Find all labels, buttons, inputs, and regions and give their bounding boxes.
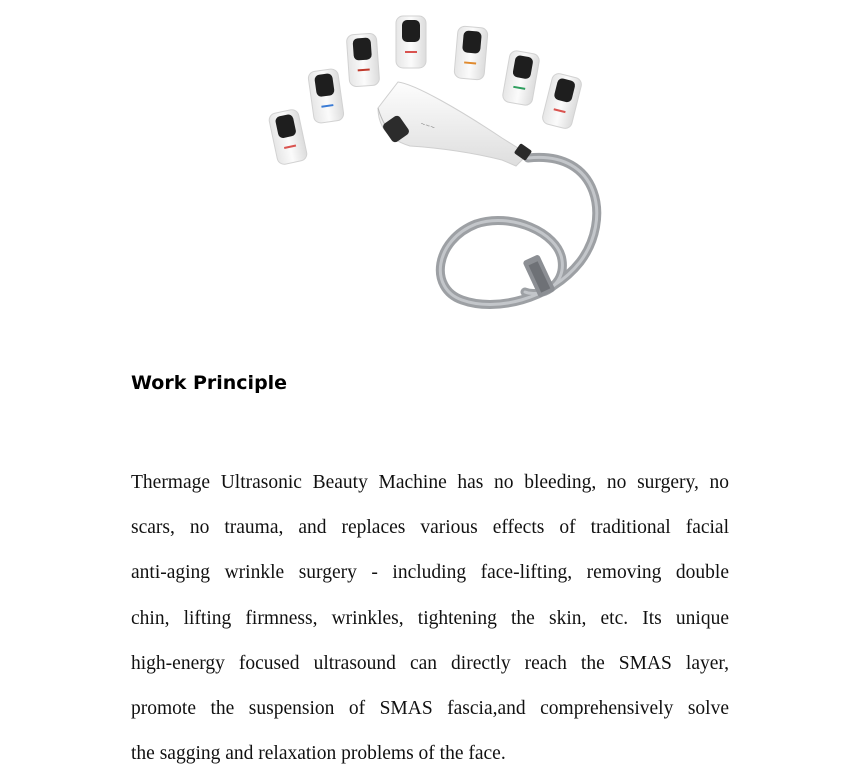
section-heading: Work Principle — [131, 372, 288, 394]
paragraph-line: scars, no trauma, and replaces various effects of traditional facial — [131, 517, 729, 539]
handpiece-illustration — [240, 0, 620, 340]
paragraph-line: anti-aging wrinkle surgery - including face-lifting, removing double — [131, 562, 729, 584]
cartridge — [454, 26, 488, 80]
cartridge — [268, 108, 308, 165]
cartridge — [346, 33, 380, 87]
cartridge — [308, 68, 345, 124]
paragraph-line: chin, lifting firmness, wrinkles, tightening the skin, etc. Its unique — [131, 607, 729, 629]
paragraph-line: high-energy focused ultrasound can directly reach the SMAS layer, — [131, 652, 729, 674]
handpiece-mark: ~~~ — [419, 120, 436, 132]
paragraph-line: promote the suspension of SMAS fascia,and comprehensively solve — [131, 698, 729, 720]
cartridge — [502, 50, 541, 106]
product-image — [240, 0, 620, 340]
cartridge — [541, 72, 583, 130]
paragraph-line: Thermage Ultrasonic Beauty Machine has no bleeding, no surgery, no — [131, 472, 729, 493]
cartridge — [396, 16, 426, 68]
body-paragraph — [131, 460, 729, 776]
paragraph-line: the sagging and relaxation problems of the face. — [131, 743, 506, 765]
